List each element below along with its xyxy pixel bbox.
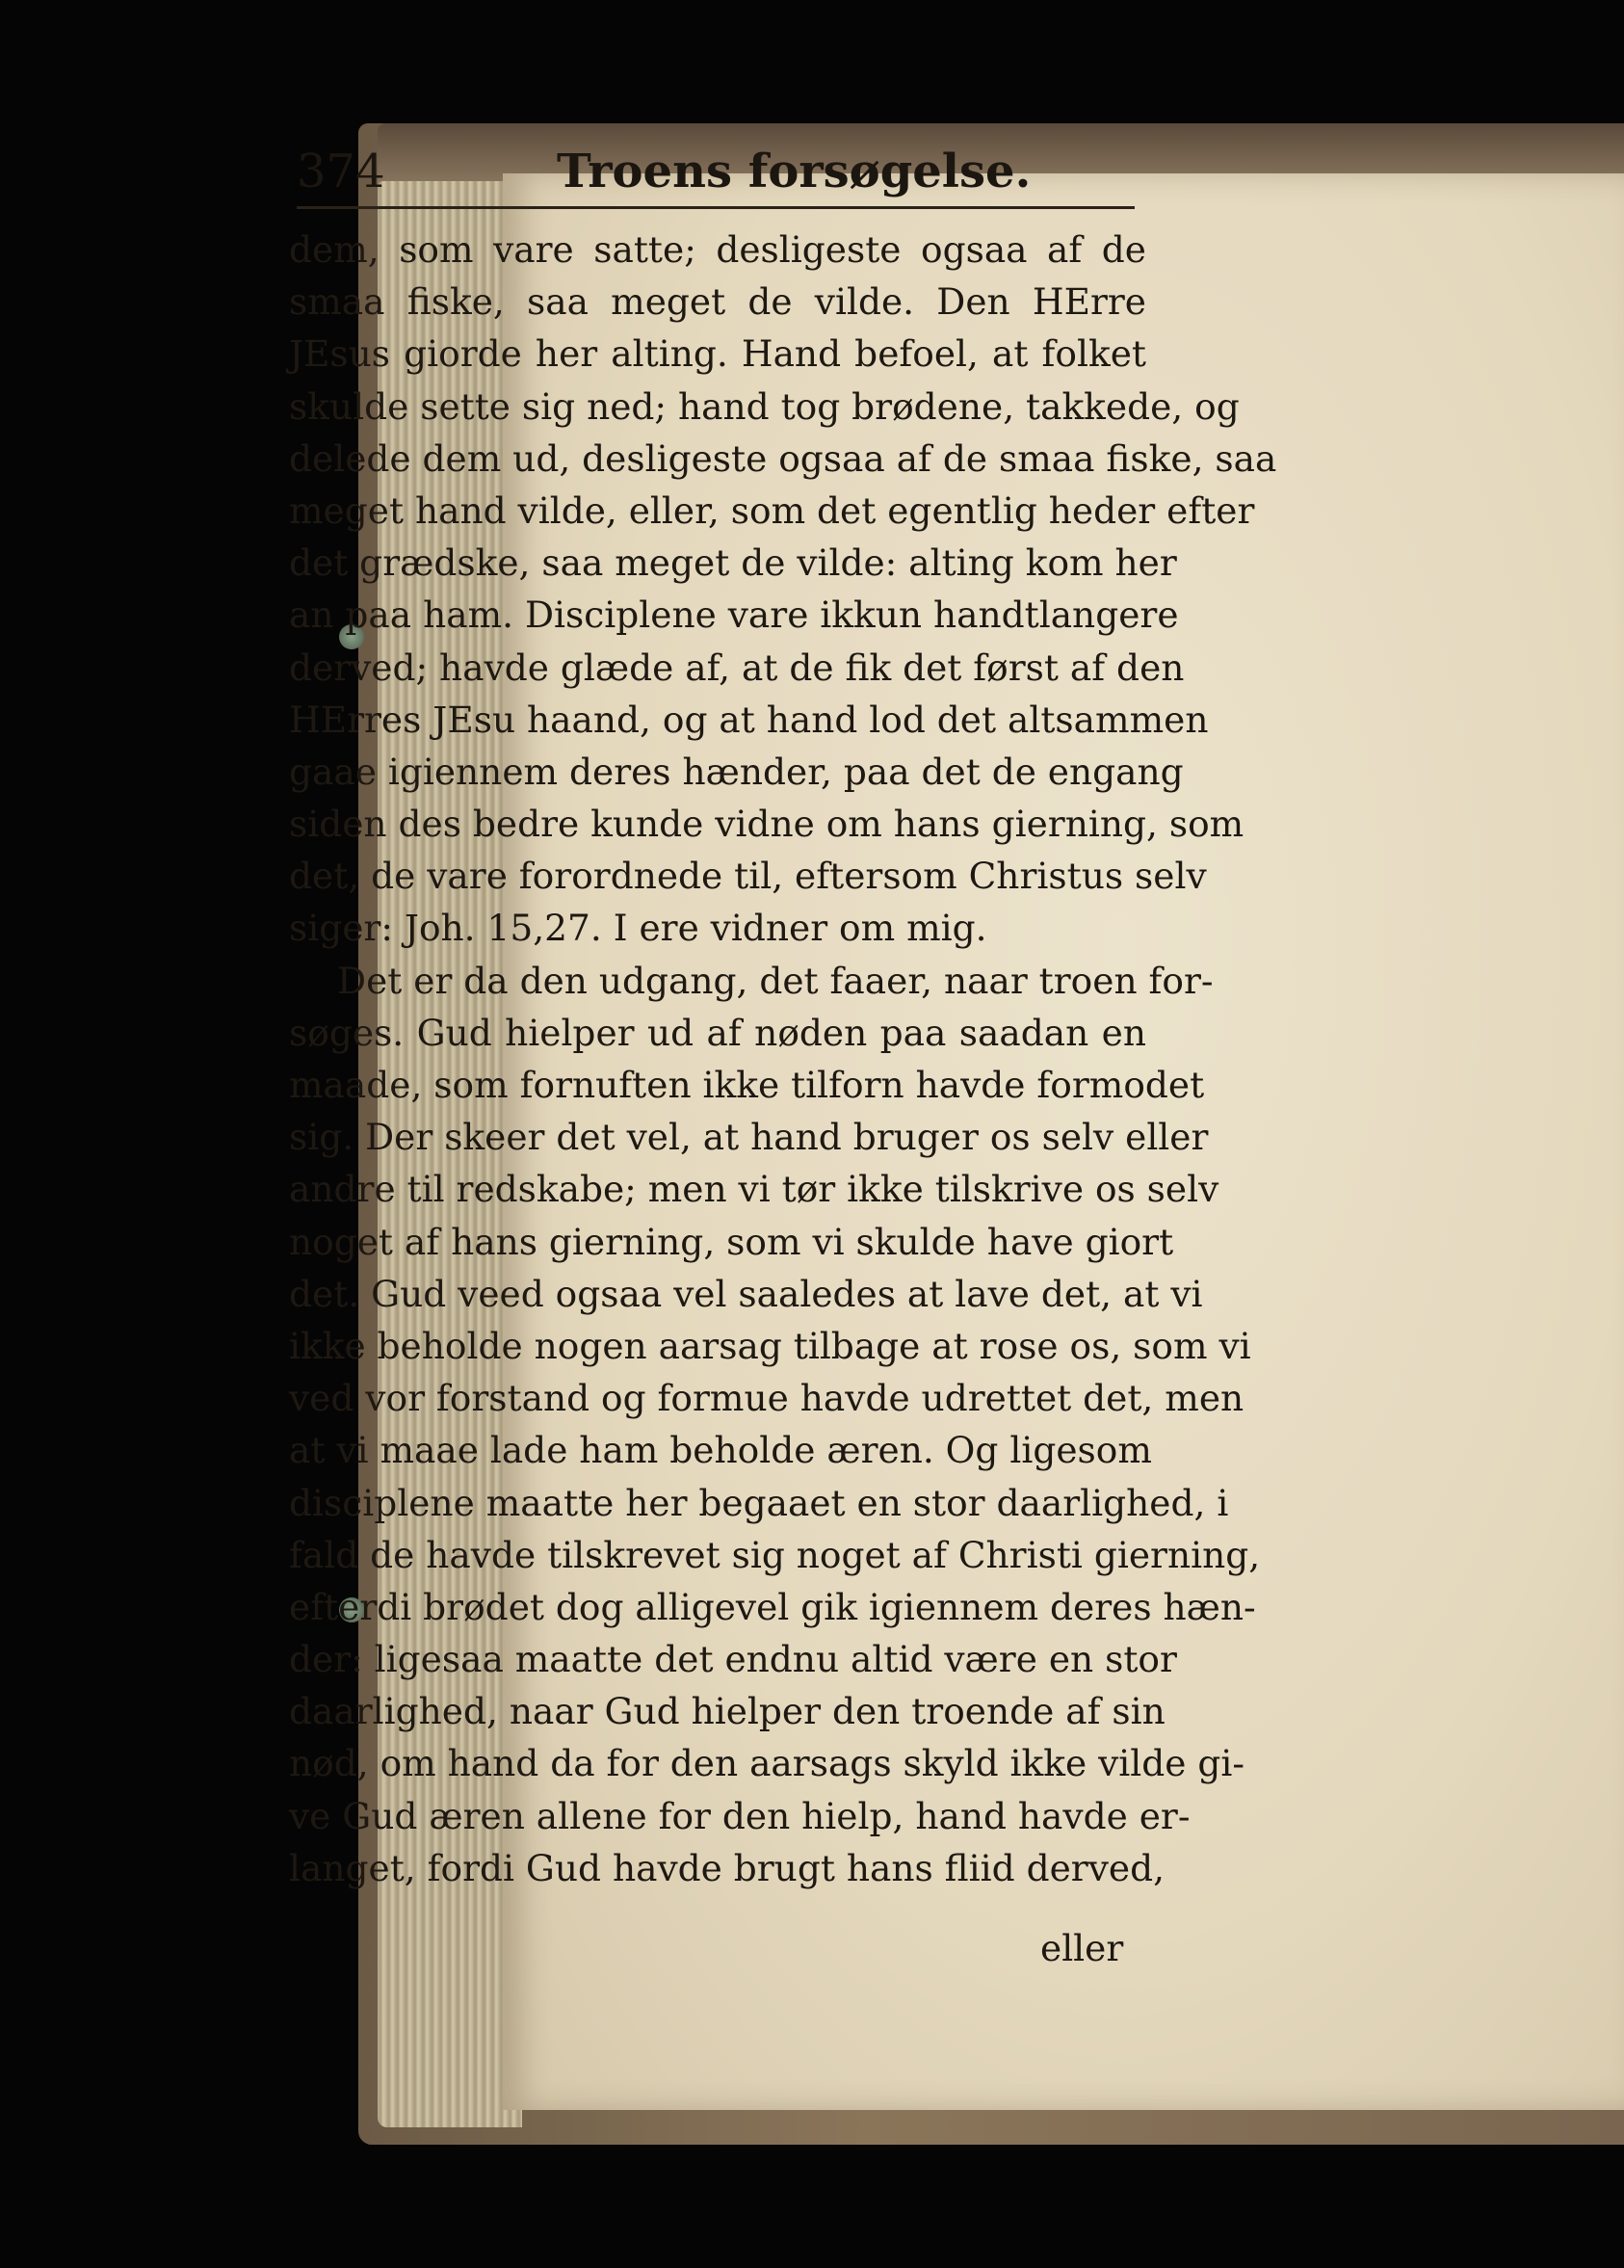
text-line: noget af hans gierning, som vi skulde have giort [289, 1220, 1174, 1263]
text-line: at vi maae lade ham beholde æren. Og ligesom [289, 1429, 1152, 1472]
text-line: ved vor forstand og formue havde udrettet det, men [289, 1377, 1244, 1420]
text-line: det, de vare forordnede til, eftersom Christus selv [289, 855, 1207, 898]
text-line: der: ligesaa maatte det endnu altid være en stor [289, 1638, 1177, 1681]
text-line: derved; havde glæde af, at de fik det først af den [289, 646, 1185, 689]
text-line: andre til redskabe; men vi tør ikke tilskrive os selv [289, 1168, 1219, 1211]
text-line: det. Gud veed ogsaa vel saaledes at lave det, at vi [289, 1272, 1203, 1315]
page-number: 374 [297, 145, 385, 198]
header-rule [297, 206, 1135, 209]
body-text [289, 224, 1277, 1894]
text-line: meget hand vilde, eller, som det egentlig heder efter [289, 488, 1255, 532]
text-line: skulde sette sig ned; hand tog brødene, takkede, og [289, 384, 1240, 428]
text-line: nød, om hand da for den aarsags skyld ikke vilde gi- [289, 1742, 1245, 1785]
text-line: maade, som fornuften ikke tilforn havde formodet [289, 1064, 1205, 1106]
text-line: efterdi brødet dog alligevel gik igiennem deres hæn- [289, 1585, 1256, 1628]
text-line: ve Gud æren allene for den hielp, hand havde er- [289, 1794, 1191, 1837]
text-line: gaae igiennem deres hænder, paa det de engang [289, 750, 1184, 793]
text-line: siden des bedre kunde vidne om hans gierning, som [289, 803, 1244, 846]
text-line: delede dem ud, desligeste ogsaa af de smaa fiske, saa [289, 436, 1277, 480]
running-head: Troens forsøgelse. [557, 145, 1032, 198]
text-line: smaa fiske, saa meget de vilde. Den HErre [289, 280, 1146, 324]
text-line: søges. Gud hielper ud af nøden paa saadan en [289, 1011, 1146, 1054]
text-line: fald de havde tilskrevet sig noget af Christi gierning, [289, 1533, 1261, 1576]
text-line: det grædske, saa meget de vilde: alting kom her [289, 541, 1177, 585]
text-line: disciplene maatte her begaaet en stor daarlighed, i [289, 1481, 1229, 1524]
text-line: dem, som vare satte; desligeste ogsaa af de [289, 228, 1146, 271]
text-line: an paa ham. Disciplene vare ikkun handtlangere [289, 593, 1179, 637]
page-header [297, 145, 1135, 212]
text-line: siger: Joh. 15,27. I ere vidner om mig. [289, 907, 987, 950]
text-line: Det er da den udgang, det faaer, naar troen for- [337, 959, 1214, 1002]
text-line: JEsus giorde her alting. Hand befoel, at folket [289, 332, 1146, 376]
catchword: eller [1040, 1927, 1124, 1969]
text-line: langet, fordi Gud havde brugt hans fliid derved, [289, 1846, 1166, 1889]
text-line: sig. Der skeer det vel, at hand bruger os selv eller [289, 1116, 1209, 1159]
text-line: HErres JEsu haand, og at hand lod det altsammen [289, 698, 1209, 741]
text-line: ikke beholde nogen aarsag tilbage at rose os, som vi [289, 1324, 1251, 1367]
text-line: daarlighed, naar Gud hielper den troende af sin [289, 1690, 1166, 1733]
